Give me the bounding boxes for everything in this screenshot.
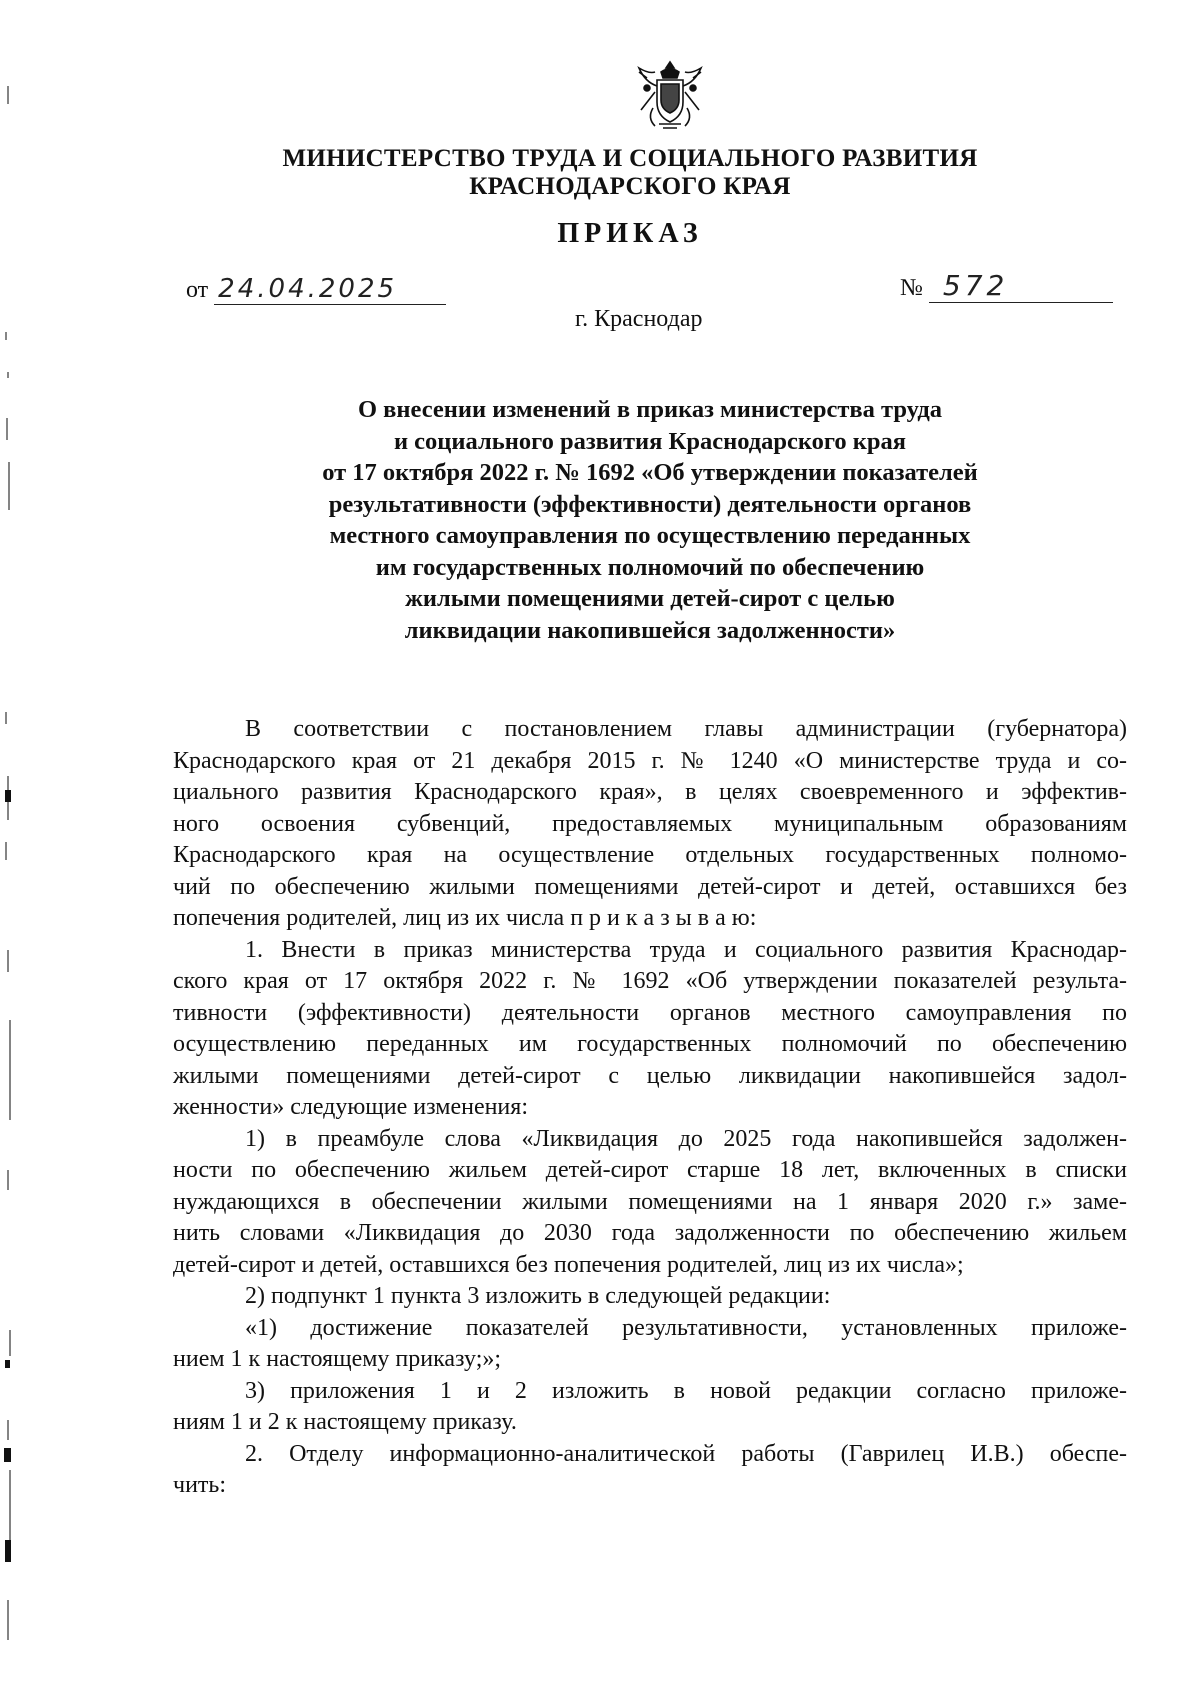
scan-margin-artifacts — [0, 0, 40, 1697]
body-text-line-content: нить словами «Ликвидация до 2030 года задолженности по обеспечению жильем — [173, 1220, 1127, 1246]
body-text-line — [173, 1061, 1127, 1093]
body-text-line-content: ного освоения субвенций, предоставляемых муниципальным образованиям — [173, 810, 1127, 837]
body-text-line — [173, 777, 1127, 809]
subject-line: и социального развития Краснодарского края — [393, 427, 907, 455]
subject-line: О внесении изменений в приказ министерства труда — [358, 396, 942, 423]
body-text-line-content: 2. Отделу информационно-аналитической работы (Гаврилец И.В.) обеспе- — [245, 1440, 1127, 1467]
body-text-line-content: Краснодарского края на осуществление отдельных государственных полномо- — [173, 842, 1127, 868]
body-text-line-content: циального развития Краснодарского края», в целях своевременного и эффектив- — [173, 779, 1127, 805]
handwritten-number: 572 — [929, 270, 1113, 303]
subject-line: им государственных полномочий по обеспечению — [375, 553, 925, 581]
body-text-line — [173, 966, 1127, 998]
body-text-line — [173, 1218, 1127, 1250]
body-text-line-content: 3) приложения 1 и 2 изложить в новой редакции согласно приложе- — [245, 1377, 1127, 1404]
document-type-title: ПРИКАЗ — [557, 218, 703, 249]
body-text-line-content: Краснодарского края от 21 декабря 2015 г. № 1240 «О министерстве труда и со- — [173, 747, 1127, 774]
body-text-line — [173, 809, 1127, 841]
body-text-line-content: «1) достижение показателей результативности, установленных приложе- — [245, 1314, 1127, 1341]
body-text-line — [173, 714, 1127, 746]
body-text-line-content: ниям 1 и 2 к настоящему приказу. — [173, 1409, 517, 1435]
body-text-line-content: тивности (эффективности) деятельности органов местного самоуправления по — [173, 999, 1127, 1026]
body-text-line — [173, 935, 1127, 967]
body-text-line-content: нуждающихся в обеспечении жилыми помещениями на 1 января 2020 г.» заме- — [173, 1188, 1127, 1215]
body-text-line-content: 1. Внести в приказ министерства труда и социального развития Краснодар- — [245, 936, 1127, 963]
body-text-line — [173, 1250, 1127, 1282]
body-text-line — [173, 1155, 1127, 1187]
subject-line: результативности (эффективности) деятельности органов — [328, 490, 972, 518]
body-text-line-content: ского края от 17 октября 2022 г. № 1692 «Об утверждении показателей результа- — [173, 968, 1127, 994]
body-text-line-content: детей-сирот и детей, оставшихся без попечения родителей, лиц из их числа»; — [173, 1251, 964, 1278]
body-text-line — [173, 872, 1127, 904]
body-text-line-content: чить: — [173, 1472, 227, 1498]
body-text-line — [173, 1313, 1127, 1345]
date-prefix: от — [186, 277, 209, 303]
order-body-text — [173, 714, 1127, 1502]
city-name: г. Краснодар — [575, 306, 703, 332]
body-text-line — [173, 746, 1127, 778]
body-text-line — [173, 1439, 1127, 1471]
body-text-line — [173, 1029, 1127, 1061]
body-text-line — [173, 1344, 1127, 1376]
body-text-line-content: нием 1 к настоящему приказу;»; — [173, 1346, 502, 1372]
number-prefix: № — [900, 275, 923, 301]
subject-line: местного самоуправления по осуществлению переданных — [329, 522, 971, 549]
body-text-line — [173, 1407, 1127, 1439]
body-text-line-content: попечения родителей, лиц из их числа п р и к а з ы в а ю: — [173, 905, 757, 931]
order-number — [900, 270, 1113, 303]
body-text-line — [173, 1092, 1127, 1124]
subject-line: жилыми помещениями детей-сирот с целью — [405, 585, 895, 612]
body-text-line-content: В соответствии с постановлением главы администрации (губернатора) — [245, 716, 1127, 742]
body-text-line — [173, 1281, 1127, 1313]
coat-of-arms-emblem — [633, 58, 707, 134]
ministry-name-line-1: МИНИСТЕРСТВО ТРУДА И СОЦИАЛЬНОГО РАЗВИТИЯ — [282, 145, 978, 172]
body-text-line — [173, 903, 1127, 935]
order-subject — [240, 394, 1060, 646]
body-text-line-content: 2) подпункт 1 пункта 3 изложить в следующей редакции: — [245, 1283, 831, 1309]
body-text-line-content: ности по обеспечению жильем детей-сирот старше 18 лет, включенных в списки — [173, 1157, 1127, 1183]
body-text-line-content: жилыми помещениями детей-сирот с целью ликвидации накопившейся задол- — [173, 1062, 1127, 1089]
body-text-line-content: женности» следующие изменения: — [173, 1094, 528, 1120]
body-text-line — [173, 998, 1127, 1030]
body-text-line — [173, 840, 1127, 872]
subject-line: ликвидации накопившейся задолженности» — [404, 616, 896, 644]
body-text-line — [173, 1124, 1127, 1156]
subject-line: от 17 октября 2022 г. № 1692 «Об утверждении показателей — [322, 459, 978, 486]
order-date — [186, 274, 446, 305]
body-text-line — [173, 1376, 1127, 1408]
body-text-line-content: осуществлению переданных им государственных полномочий по обеспечению — [173, 1031, 1127, 1057]
body-text-line-content: чий по обеспечению жилыми помещениями детей-сирот и детей, оставшихся без — [173, 873, 1127, 900]
body-text-line — [173, 1470, 1127, 1502]
handwritten-date: 24.04.2025 — [214, 274, 446, 305]
body-text-line-content: 1) в преамбуле слова «Ликвидация до 2025 года накопившейся задолжен- — [245, 1125, 1127, 1152]
body-text-line — [173, 1187, 1127, 1219]
ministry-name-line-2: КРАСНОДАРСКОГО КРАЯ — [469, 173, 791, 200]
